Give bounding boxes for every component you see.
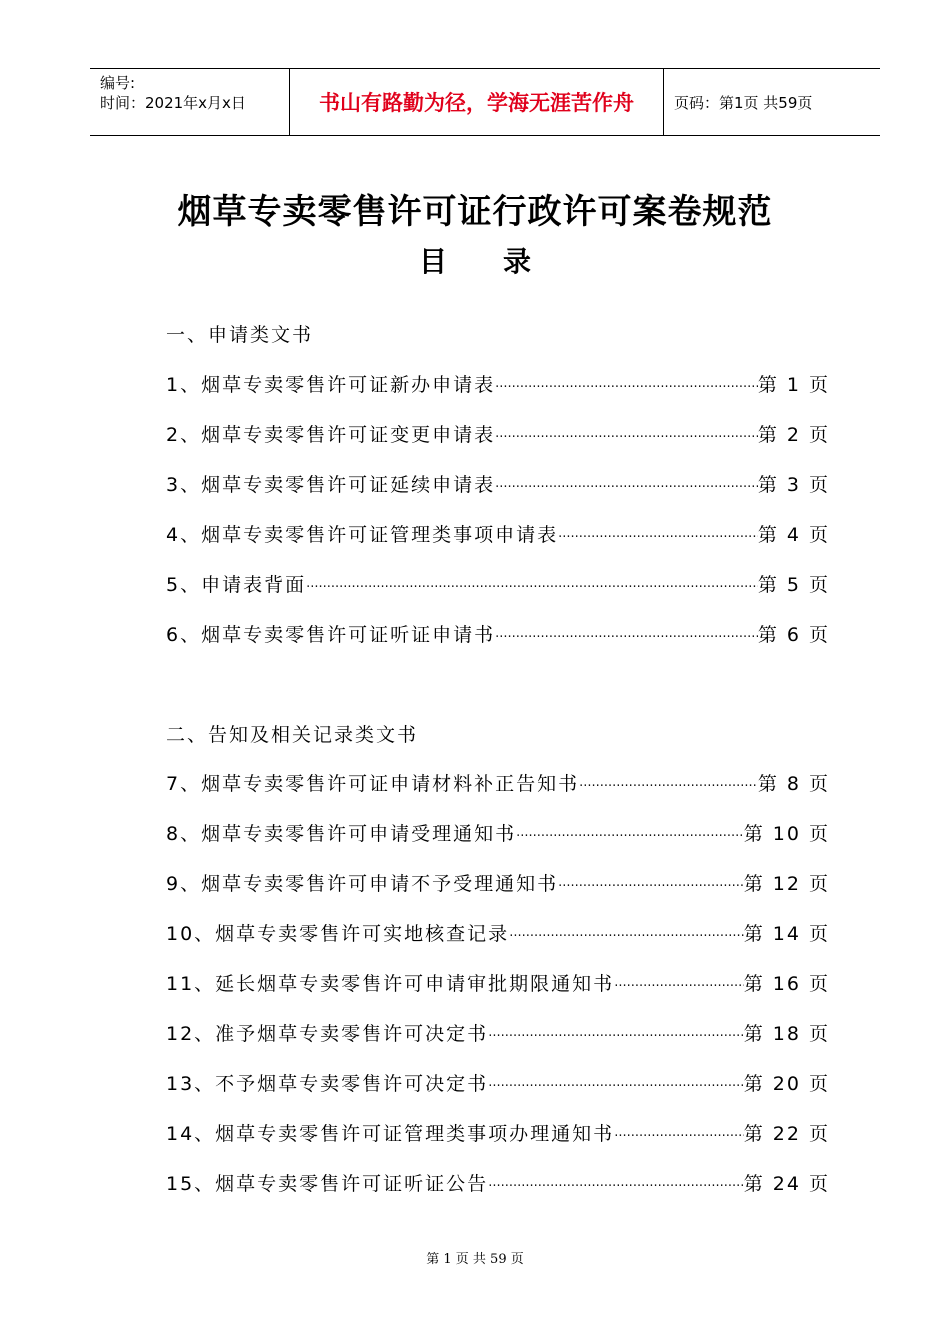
toc-item-page: 第 18 页	[743, 1023, 830, 1045]
toc-item-page: 第 22 页	[743, 1123, 830, 1145]
toc-item	[166, 470, 830, 498]
page-footer: 第 1 页 共 59 页	[426, 1252, 524, 1267]
toc-leader-dots	[558, 879, 744, 894]
toc-title	[0, 240, 950, 280]
toc-item-page: 第 6 页	[757, 624, 830, 646]
toc-item-text: 4、烟草专卖零售许可证管理类事项申请表	[166, 524, 559, 546]
toc-item-text: 12、准予烟草专卖零售许可决定书	[166, 1023, 489, 1045]
toc-item	[166, 1019, 830, 1047]
toc-item	[166, 1069, 830, 1097]
toc-item	[166, 570, 830, 598]
toc-leader-dots	[495, 380, 758, 395]
toc-item-text: 5、申请表背面	[166, 574, 307, 596]
toc-item-page: 第 20 页	[743, 1073, 830, 1095]
toc-item-page: 第 10 页	[743, 823, 830, 845]
toc-item-text: 14、烟草专卖零售许可证管理类事项办理通知书	[166, 1123, 615, 1145]
toc-leader-dots	[516, 829, 744, 844]
toc-item	[166, 420, 830, 448]
toc-leader-dots	[509, 929, 744, 944]
toc-item	[166, 919, 830, 947]
toc-item	[166, 520, 830, 548]
toc-item-text: 2、烟草专卖零售许可证变更申请表	[166, 424, 496, 446]
document-header	[90, 68, 880, 136]
toc-item	[166, 869, 830, 897]
toc-title-left: 目	[418, 245, 447, 278]
toc-item-page: 第 3 页	[757, 474, 830, 496]
toc-item-page: 第 14 页	[743, 923, 830, 945]
toc-item-text: 10、烟草专卖零售许可实地核查记录	[166, 923, 510, 945]
header-page-label: 页码：第1页 共59页	[674, 93, 813, 112]
toc-item	[166, 819, 830, 847]
toc-item-text: 1、烟草专卖零售许可证新办申请表	[166, 374, 496, 396]
toc-leader-dots	[495, 480, 758, 495]
toc-item-text: 7、烟草专卖零售许可证申请材料补正告知书	[166, 773, 580, 795]
toc-leader-dots	[579, 779, 758, 794]
toc-leader-dots	[558, 530, 758, 545]
toc-item-page: 第 12 页	[743, 873, 830, 895]
toc-title-right: 录	[503, 245, 532, 278]
toc-item-page: 第 8 页	[757, 773, 830, 795]
toc-item-page: 第 1 页	[757, 374, 830, 396]
section-heading-1: 一、申请类文书	[166, 324, 314, 346]
toc-leader-dots	[306, 580, 758, 595]
toc-item-page: 第 2 页	[757, 424, 830, 446]
section-heading-2: 二、告知及相关记录类文书	[166, 724, 419, 746]
toc-leader-dots	[495, 430, 758, 445]
time-label: 时间：2021年x月x日	[100, 94, 246, 112]
toc-item-text: 6、烟草专卖零售许可证听证申请书	[166, 624, 496, 646]
document-title: 烟草专卖零售许可证行政许可案卷规范	[177, 192, 773, 232]
toc-item-text: 13、不予烟草专卖零售许可决定书	[166, 1073, 489, 1095]
toc-item-text: 3、烟草专卖零售许可证延续申请表	[166, 474, 496, 496]
toc-item	[166, 1169, 830, 1197]
toc-item-page: 第 4 页	[757, 524, 830, 546]
number-label: 编号:	[100, 74, 136, 92]
toc-item-page: 第 16 页	[743, 973, 830, 995]
toc-leader-dots	[614, 1129, 744, 1144]
header-slogan: 书山有路勤为径，学海无涯苦作舟	[290, 69, 664, 135]
toc-leader-dots	[495, 630, 758, 645]
toc-leader-dots	[488, 1029, 744, 1044]
toc-item-page: 第 24 页	[743, 1173, 830, 1195]
toc-item	[166, 620, 830, 648]
toc-item-page: 第 5 页	[757, 574, 830, 596]
toc-item-text: 15、烟草专卖零售许可证听证公告	[166, 1173, 489, 1195]
toc-item	[166, 370, 830, 398]
toc-leader-dots	[488, 1179, 744, 1194]
toc-leader-dots	[614, 979, 744, 994]
toc-item	[166, 1119, 830, 1147]
header-meta	[90, 69, 290, 135]
toc-item	[166, 969, 830, 997]
toc-item-text: 8、烟草专卖零售许可申请受理通知书	[166, 823, 517, 845]
toc-item-text: 9、烟草专卖零售许可申请不予受理通知书	[166, 873, 559, 895]
toc-item-text: 11、延长烟草专卖零售许可申请审批期限通知书	[166, 973, 615, 995]
toc-leader-dots	[488, 1079, 744, 1094]
toc-item	[166, 769, 830, 797]
